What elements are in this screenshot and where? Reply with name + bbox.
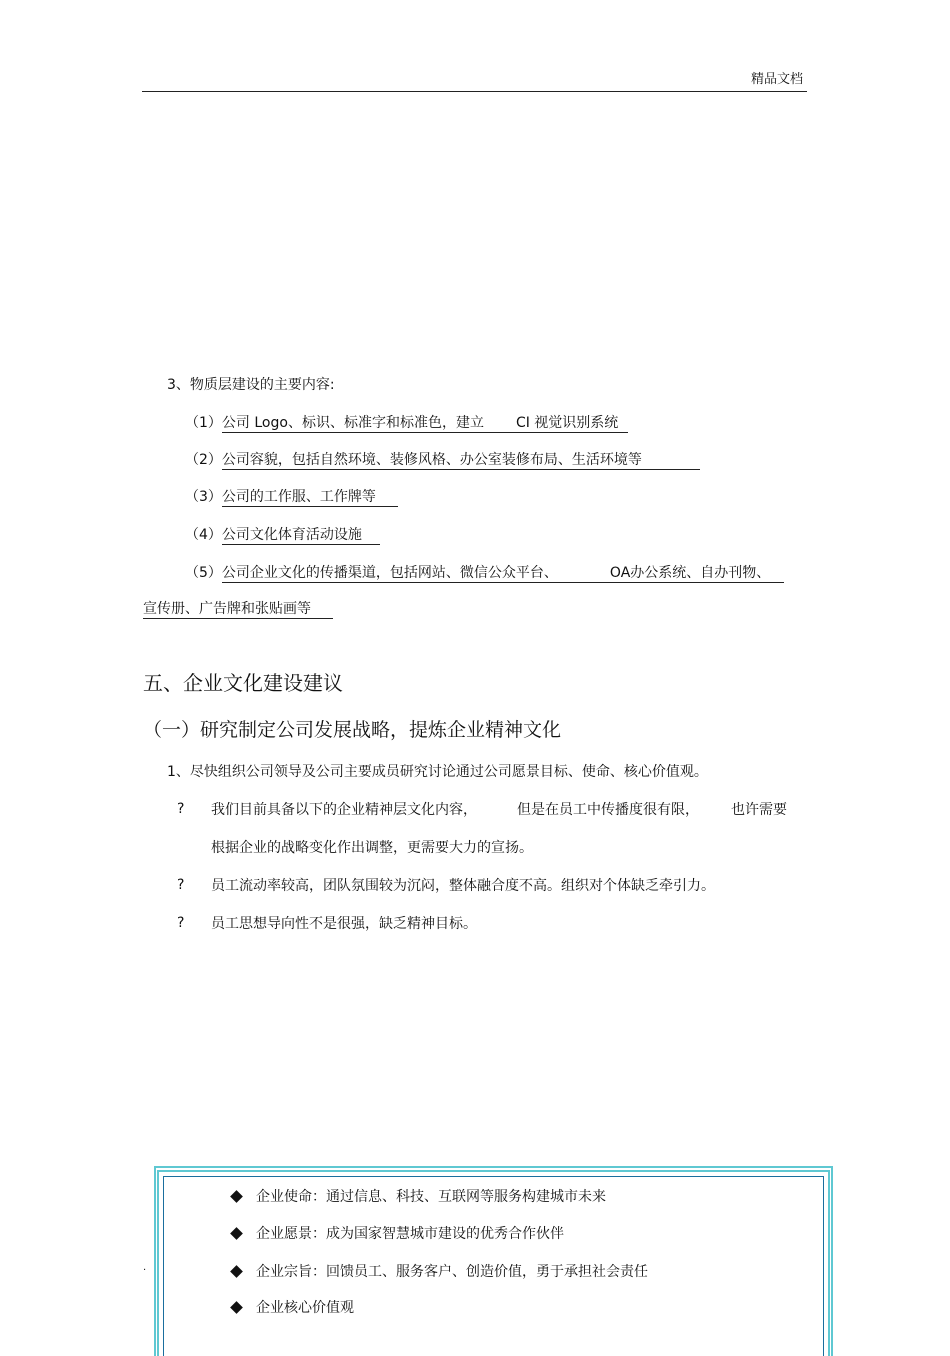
section-subtitle: （一）研究制定公司发展战略，提炼企业精神文化 [143,719,562,741]
bullet-1-line-2: 根据企业的战略变化作出调整，更需要大力的宣扬。 [211,840,533,856]
bullet-3: 员工思想导向性不是很强，缺乏精神目标。 [211,916,477,932]
box-item-purpose: 企业宗旨：回馈员工、服务客户、创造价值，勇于承担社会责任 [256,1264,648,1280]
list-item-text: 公司文化体育活动设施 [222,527,380,545]
list-item-number: （5） [185,565,222,581]
list-item-number: （4） [185,527,222,543]
box-item-core-values: 企业核心价值观 [256,1300,354,1316]
list-item-3 [185,488,398,506]
margin-mark: . [143,1262,147,1273]
list-item-4 [185,526,380,544]
list-item-number: （3） [185,489,222,505]
list-item-1 [185,414,628,432]
bullet-marker: ? [177,915,185,931]
list-item-5-continued: 宣传册、广告牌和张贴画等 [143,600,333,618]
bullet-marker: ? [177,877,185,893]
point-1: 1、尽快组织公司领导及公司主要成员研究讨论通过公司愿景目标、使命、核心价值观。 [167,764,708,780]
list-item-number: （1） [185,415,222,431]
section3-intro: 3、物质层建设的主要内容: [167,377,335,393]
bullet-1-line-1: 我们目前具备以下的企业精神层文化内容， 但是在员工中传播度很有限， 也许需要 [211,802,787,818]
bullet-marker: ? [177,801,185,817]
header-rule [142,91,807,92]
box-item-mission: 企业使命：通过信息、科技、互联网等服务构建城市未来 [256,1189,606,1205]
box-item-vision: 企业愿景：成为国家智慧城市建设的优秀合作伙伴 [256,1226,564,1242]
list-item-5 [185,564,784,582]
list-item-2 [185,451,700,469]
bullet-2: 员工流动率较高，团队氛围较为沉闷，整体融合度不高。组织对个体缺乏牵引力。 [211,878,715,894]
list-item-number: （2） [185,452,222,468]
list-item-text: 公司企业文化的传播渠道，包括网站、微信公众平台、 OA办公系统、自办刊物、 [222,565,784,583]
list-item-text: 公司的工作服、工作牌等 [222,489,398,507]
page-header-label: 精品文档 [751,72,804,87]
list-item-text: 公司容貌，包括自然环境、装修风格、办公室装修布局、生活环境等 [222,452,700,470]
list-item-text: 公司 Logo、标识、标准字和标准色，建立 CI 视觉识别系统 [222,415,628,433]
section-title: 五、企业文化建设建议 [143,671,343,695]
